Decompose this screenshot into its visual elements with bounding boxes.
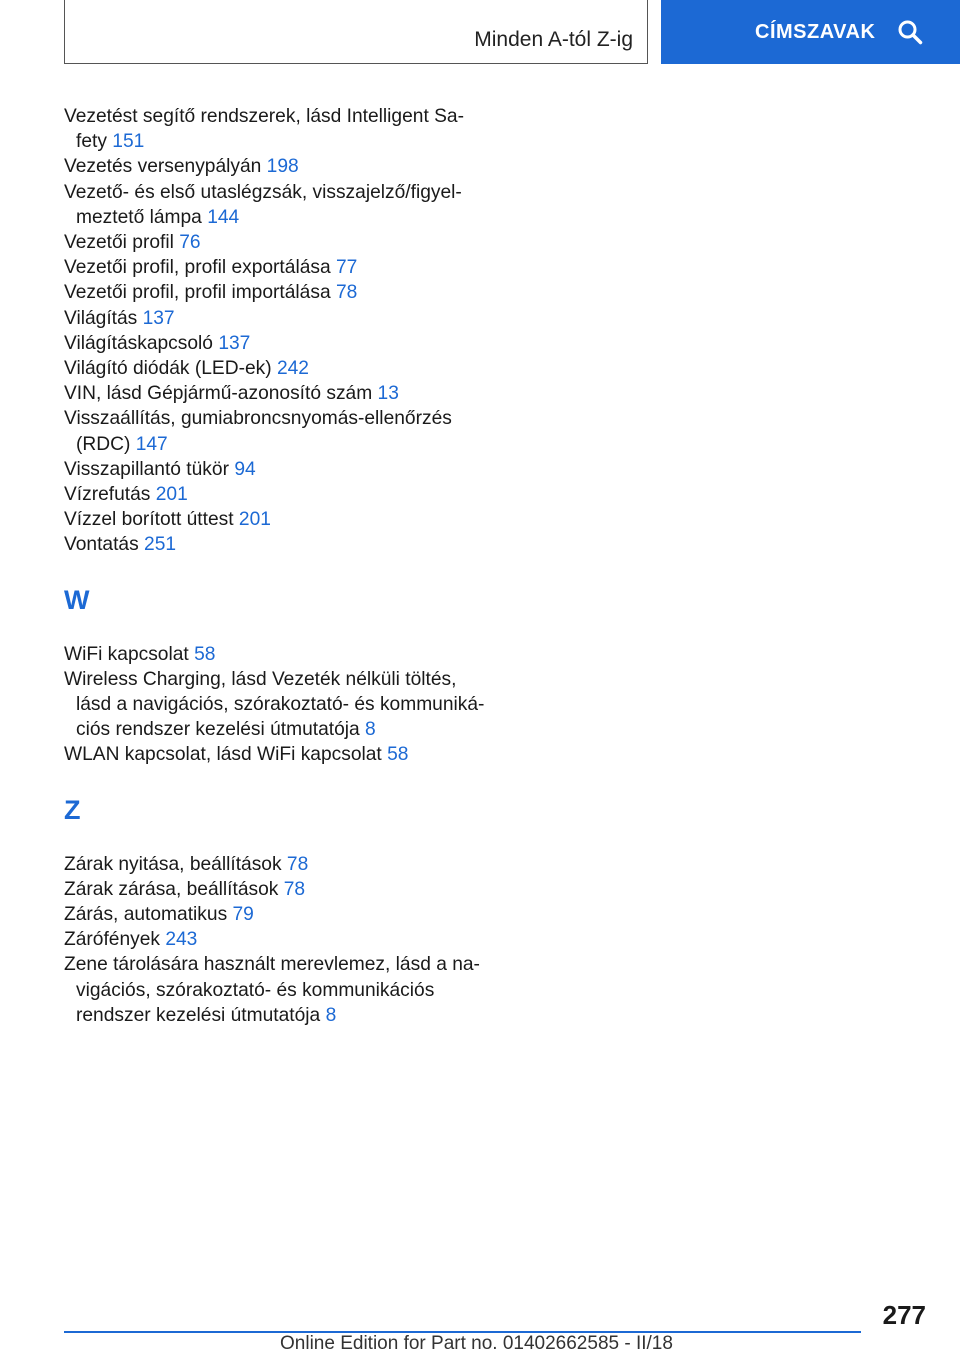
page-reference-link[interactable]: 58: [194, 643, 216, 665]
index-entry-text: (RDC): [76, 433, 131, 455]
index-entry-line: [64, 154, 484, 179]
index-entry: [64, 877, 484, 902]
search-icon: [897, 19, 923, 45]
index-entry-text: WLAN kapcsolat, lásd WiFi kapcsolat: [64, 744, 382, 766]
index-entry-line: [64, 406, 484, 431]
index-entry-text: Vízzel borított úttest: [64, 509, 234, 531]
index-entry-line: [64, 457, 484, 482]
index-entry-line: [64, 532, 484, 557]
page-reference-link[interactable]: 8: [325, 1004, 337, 1026]
index-entry-text: Vezetői profil, profil importálása: [64, 282, 331, 304]
index-entry: [64, 642, 484, 667]
page-reference-link[interactable]: 78: [283, 878, 306, 900]
index-entry-line: [64, 667, 484, 692]
index-entry: [64, 667, 484, 743]
index-entry-text: lásd a navigációs, szórakoztató- és kommuniká-: [76, 694, 485, 716]
page-reference-link[interactable]: 137: [142, 307, 175, 329]
page-reference-link[interactable]: 94: [234, 458, 256, 480]
footer-edition-text: Online Edition for Part no. 01402662585 - II/18: [280, 1333, 673, 1354]
index-entry-text: Világításkapcsoló: [64, 332, 213, 354]
index-entry-text: rendszer kezelési útmutatója: [76, 1004, 321, 1026]
index-entry: [64, 852, 484, 877]
index-entry: [64, 230, 484, 255]
page-number: 277: [882, 1300, 926, 1330]
index-entry-text: meztető lámpa: [76, 206, 202, 228]
index-entry-text: Visszapillantó tükör: [64, 458, 229, 480]
index-entry-line: [64, 381, 484, 406]
index-entry-text: Vezető- és első utaslégzsák, visszajelző/figyel-: [64, 181, 462, 203]
page-reference-link[interactable]: 79: [232, 904, 254, 926]
page-reference-link[interactable]: 147: [135, 433, 168, 455]
index-entry-line: [64, 852, 484, 877]
index-entry-line: [64, 280, 484, 305]
index-entry: [64, 280, 484, 305]
index-entry-text: fety: [76, 131, 107, 153]
index-entry-text: VIN, lásd Gépjármű-azonosító szám: [64, 383, 373, 405]
index-list: [64, 104, 484, 1028]
page-reference-link[interactable]: 13: [377, 383, 399, 405]
index-entry: [64, 406, 484, 456]
index-entry-line: [64, 902, 484, 927]
index-entry-line: [64, 507, 484, 532]
index-entry-line: [64, 306, 484, 331]
index-entry: [64, 306, 484, 331]
index-entry: [64, 255, 484, 280]
index-entry: [64, 742, 484, 767]
index-entry-line: [64, 692, 484, 717]
index-entry-text: Világító diódák (LED-ek): [64, 358, 272, 380]
index-entry-line: [64, 129, 484, 154]
index-entry: [64, 381, 484, 406]
index-entry: [64, 927, 484, 952]
index-entry-text: Zene tárolására használt merevlemez, lásd a na-: [64, 954, 480, 976]
page-reference-link[interactable]: 201: [155, 484, 188, 506]
index-entry-text: Vezetői profil: [64, 232, 174, 254]
index-entry: [64, 532, 484, 557]
index-entry: [64, 482, 484, 507]
index-entry: [64, 902, 484, 927]
page-reference-link[interactable]: 201: [238, 509, 271, 531]
page-reference-link[interactable]: 76: [179, 232, 201, 254]
index-entry-text: WiFi kapcsolat: [64, 643, 189, 665]
index-entry-line: [64, 717, 484, 742]
index-entry: [64, 356, 484, 381]
page-reference-link[interactable]: 137: [218, 332, 251, 354]
index-entry-line: [64, 104, 484, 129]
index-entry: [64, 507, 484, 532]
index-entry-line: [64, 1003, 484, 1028]
page-reference-link[interactable]: 144: [207, 206, 240, 228]
page-reference-link[interactable]: 251: [144, 534, 177, 556]
index-entry-line: [64, 482, 484, 507]
page-reference-link[interactable]: 8: [365, 719, 376, 741]
section-letter: Z: [64, 794, 81, 825]
index-entry: [64, 104, 484, 154]
index-entry-line: [64, 432, 484, 457]
index-entry-line: [64, 255, 484, 280]
index-entry-text: Vezetést segítő rendszerek, lásd Intelligent Sa-: [64, 106, 464, 127]
index-entry-text: Vezetői profil, profil exportálása: [64, 257, 331, 279]
index-entry-line: [64, 230, 484, 255]
index-entry-line: [64, 927, 484, 952]
page-reference-link[interactable]: 78: [335, 282, 358, 304]
keywords-button[interactable]: [661, 0, 960, 64]
index-entry-text: Visszaállítás, gumiabroncsnyomás-ellenőrzés: [64, 408, 452, 430]
index-entry-text: Zárak nyitása, beállítások: [64, 853, 282, 875]
index-entry-text: Wireless Charging, lásd Vezeték nélküli töltés,: [64, 668, 457, 690]
page-reference-link[interactable]: 242: [276, 358, 309, 380]
chapter-title: Minden A-tól Z-ig: [474, 28, 633, 51]
index-entry: [64, 180, 484, 230]
index-entry-text: Zárak zárása, beállítások: [64, 878, 279, 900]
index-entry-text: Zárás, automatikus: [64, 904, 228, 926]
header-title-box: [64, 0, 648, 64]
page-reference-link[interactable]: 58: [387, 744, 409, 766]
index-entry-line: [64, 952, 484, 977]
index-entry: [64, 952, 484, 1028]
index-entry: [64, 154, 484, 179]
index-entry-text: Vízrefutás: [64, 484, 151, 506]
index-entry-line: [64, 978, 484, 1003]
index-entry-line: [64, 877, 484, 902]
page-reference-link[interactable]: 243: [165, 929, 198, 951]
page-reference-link[interactable]: 198: [266, 156, 299, 178]
index-entry-text: Világítás: [64, 307, 138, 329]
index-entry-text: Vezetés versenypályán: [64, 156, 262, 178]
index-entry-line: [64, 356, 484, 381]
index-entry-line: [64, 642, 484, 667]
page-reference-link[interactable]: 77: [335, 257, 358, 279]
keywords-button-label: CÍMSZAVAK: [755, 20, 876, 43]
index-entry: [64, 331, 484, 356]
index-entry-text: vigációs, szórakoztató- és kommunikációs: [76, 979, 435, 1001]
page-reference-link[interactable]: 78: [286, 853, 309, 875]
index-entry-line: [64, 205, 484, 230]
index-entry-line: [64, 180, 484, 205]
index-entry-text: Vontatás: [64, 534, 139, 556]
index-entry-text: Zárófények: [64, 929, 160, 951]
index-entry-text: ciós rendszer kezelési útmutatója: [76, 719, 360, 741]
index-entry-line: [64, 742, 484, 767]
section-letter: W: [64, 584, 90, 615]
page-reference-link[interactable]: 151: [112, 131, 145, 153]
index-entry: [64, 457, 484, 482]
index-entry-line: [64, 331, 484, 356]
